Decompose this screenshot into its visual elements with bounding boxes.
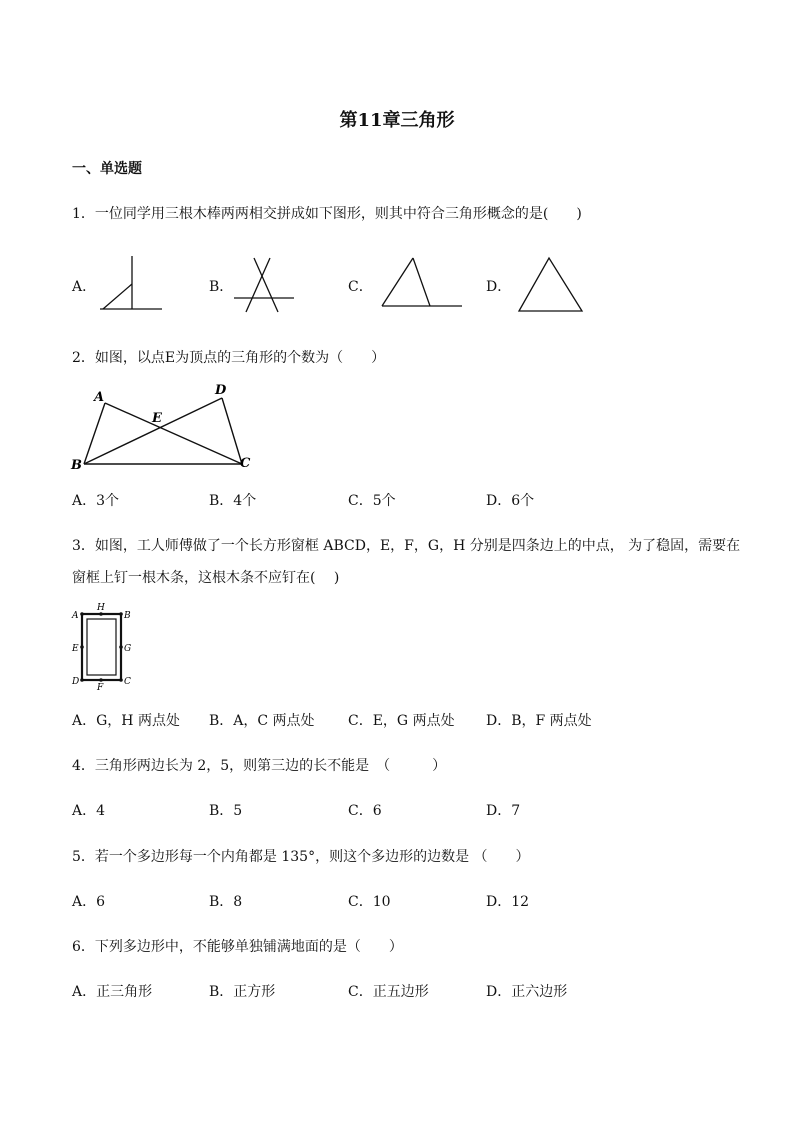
question-6-stem: 6．下列多边形中，不能够单独铺满地面的是（ ）	[72, 939, 403, 955]
q2-option-a[interactable]: A．3个	[72, 493, 120, 509]
section-heading: 一、单选题	[72, 161, 142, 177]
q6-option-a[interactable]: A．正三角形	[72, 984, 153, 1000]
question-4-stem: 4．三角形两边长为 2，5，则第三边的长不能是 （ ）	[72, 758, 447, 774]
q1-option-d-figure	[514, 254, 586, 314]
q2-label-a: A	[94, 390, 105, 405]
q3-option-b[interactable]: B．A，C 两点处	[209, 713, 315, 729]
q2-option-b[interactable]: B．4个	[209, 493, 257, 509]
q3-label-a: A	[72, 611, 79, 621]
q3-label-b: B	[124, 611, 131, 621]
q1-option-a-figure	[100, 253, 162, 319]
q5-option-d[interactable]: D．12	[486, 894, 530, 910]
q2-label-e: E	[152, 411, 162, 426]
q5-option-c[interactable]: C．10	[348, 894, 391, 910]
q2-label-b: B	[71, 458, 82, 473]
q1-option-c-label[interactable]: C．	[348, 279, 373, 295]
q3-option-a[interactable]: A．G，H 两点处	[72, 713, 180, 729]
q4-option-c[interactable]: C．6	[348, 803, 382, 819]
question-5-stem: 5．若一个多边形每一个内角都是 135°，则这个多边形的边数是 （ ）	[72, 849, 530, 865]
page-title: 第11章三角形	[339, 110, 455, 131]
q3-label-e: E	[72, 644, 79, 654]
q1-option-b-label[interactable]: B．	[209, 279, 234, 295]
q2-figure	[68, 378, 268, 474]
q6-option-c[interactable]: C．正五边形	[348, 984, 429, 1000]
q3-label-h: H	[97, 603, 105, 613]
q2-option-c[interactable]: C．5个	[348, 493, 396, 509]
q3-label-f: F	[97, 683, 104, 690]
q5-option-a[interactable]: A．6	[72, 894, 106, 910]
q2-label-c: C	[240, 456, 251, 471]
q4-option-d[interactable]: D．7	[486, 803, 521, 819]
q1-option-b-figure	[232, 256, 296, 316]
q3-label-d: D	[72, 677, 80, 687]
q3-label-g: G	[124, 644, 132, 654]
question-2-stem: 2．如图，以点E为顶点的三角形的个数为（ ）	[72, 350, 386, 366]
q2-label-d: D	[215, 383, 227, 398]
q5-option-b[interactable]: B．8	[209, 894, 243, 910]
q2-option-d[interactable]: D．6个	[486, 493, 535, 509]
q3-window-figure	[70, 602, 136, 690]
q6-option-b[interactable]: B．正方形	[209, 984, 276, 1000]
question-3-stem-line1: 3．如图，工人师傅做了一个长方形窗框 ABCD，E，F，G，H 分别是四条边上的中点， 为了稳固，需要在	[72, 538, 741, 554]
q3-label-c: C	[124, 677, 131, 687]
q1-option-c-figure	[378, 254, 464, 310]
q4-option-a[interactable]: A．4	[72, 803, 106, 819]
q1-option-a-label[interactable]: A．	[72, 279, 97, 295]
question-3-stem-line2: 窗框上钉一根木条，这根木条不应钉在( )	[72, 570, 340, 586]
q3-option-c[interactable]: C．E，G 两点处	[348, 713, 455, 729]
q3-option-d[interactable]: D．B，F 两点处	[486, 713, 592, 729]
question-1-stem: 1．一位同学用三根木棒两两相交拼成如下图形，则其中符合三角形概念的是( )	[72, 206, 582, 222]
q6-option-d[interactable]: D．正六边形	[486, 984, 568, 1000]
q1-option-d-label[interactable]: D．	[486, 279, 512, 295]
q4-option-b[interactable]: B．5	[209, 803, 243, 819]
